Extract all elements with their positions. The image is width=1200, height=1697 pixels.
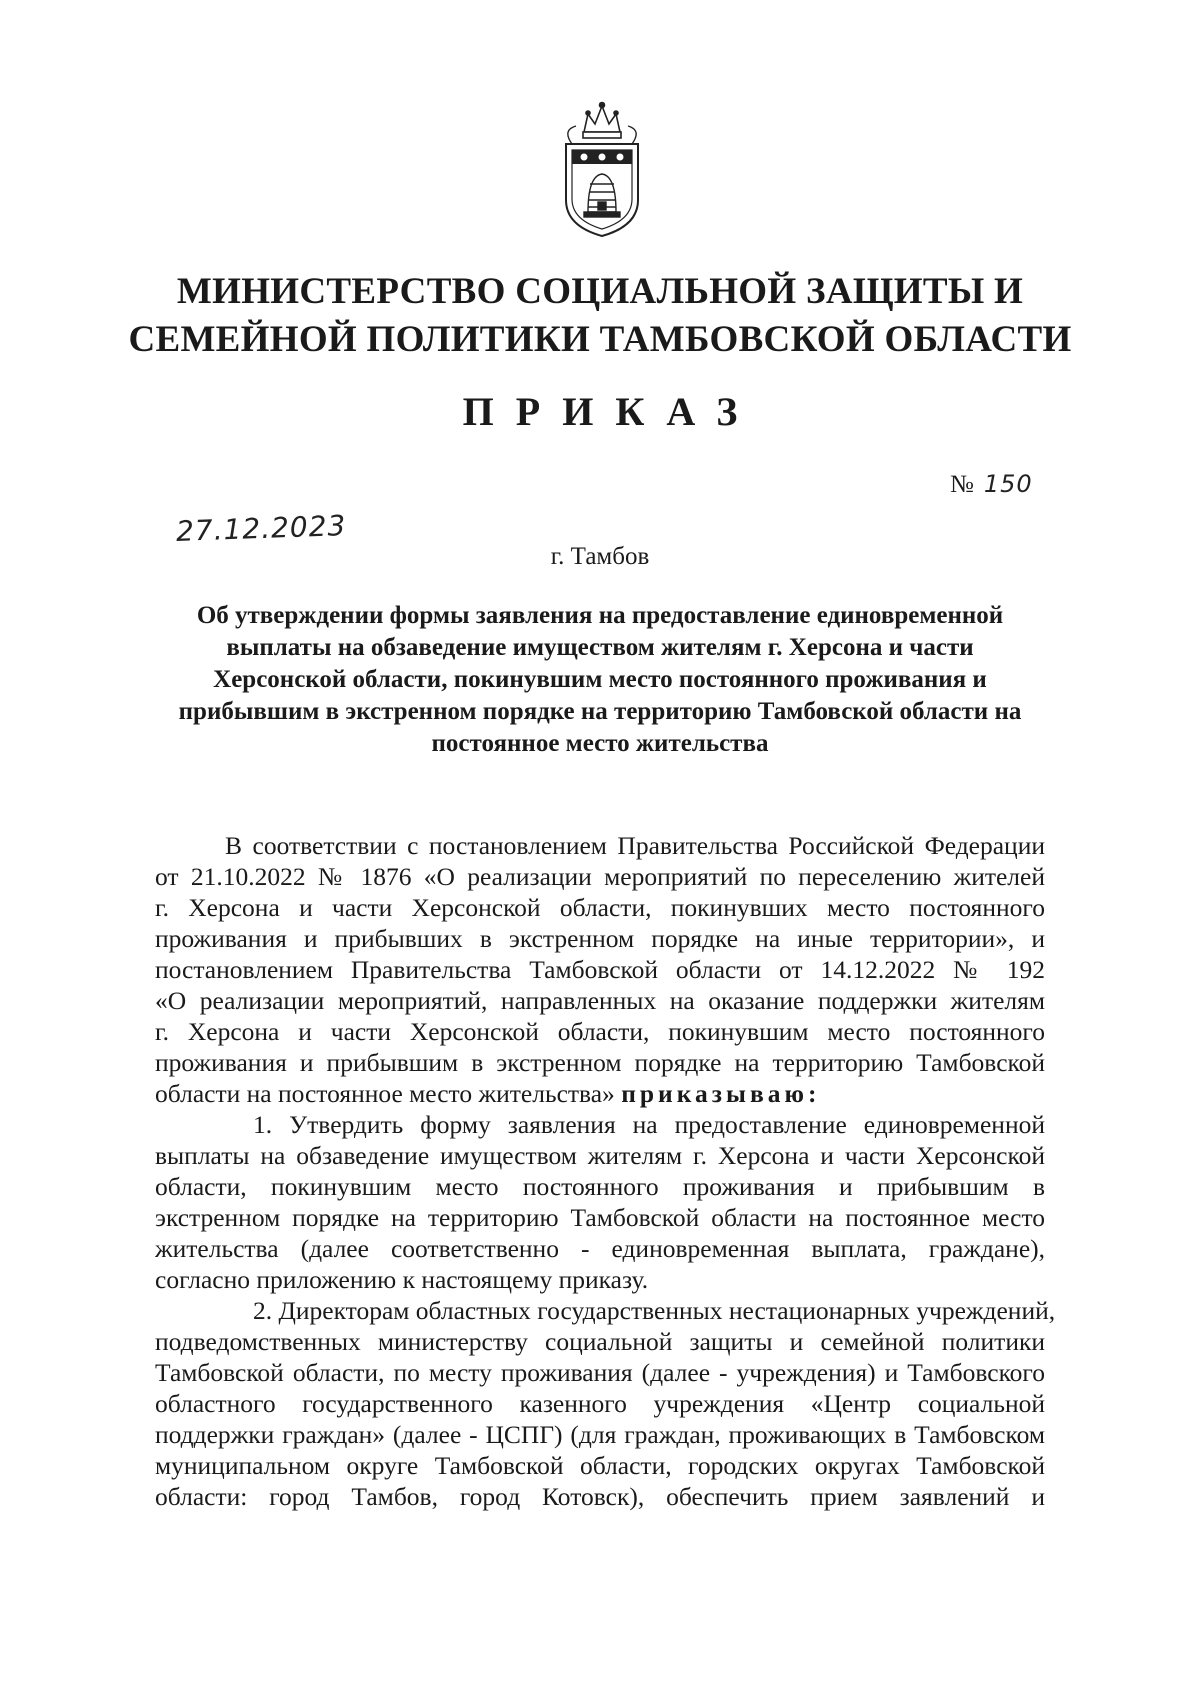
- city: г. Тамбов: [550, 543, 650, 570]
- subject-line: Херсонской области, покинувшим место постоянного проживания и: [213, 666, 987, 693]
- order-title: ПРИКАЗ: [462, 389, 760, 434]
- subject-line: Об утверждении формы заявления на предоставление единовременной: [196, 602, 1004, 629]
- body-line: В соответствии с постановлением Правительства Российской Федерации: [225, 831, 1045, 860]
- ministry-name-line: МИНИСТЕРСТВО СОЦИАЛЬНОЙ ЗАЩИТЫ И: [176, 271, 1024, 312]
- handwritten-date: 27.12.2023: [175, 509, 347, 548]
- body-line: от 21.10.2022 № 1876 «О реализации мероприятий по переселению жителей: [155, 862, 1045, 891]
- ministry-name: [0, 268, 1200, 364]
- body-line: согласно приложению к настоящему приказу.: [155, 1265, 649, 1294]
- subject-line: постоянное место жительства: [431, 730, 769, 757]
- order-subject: [150, 600, 1050, 760]
- body-line: Тамбовской области, по месту проживания (далее - учреждения) и Тамбовского: [155, 1358, 1045, 1387]
- handwritten-number: 150: [983, 470, 1033, 498]
- number-sign: №: [950, 471, 974, 498]
- order-number: [950, 470, 1033, 499]
- body-line: проживания и прибывших в экстренном порядке на иные территории», и: [155, 924, 1045, 953]
- ministry-name-line: СЕМЕЙНОЙ ПОЛИТИКИ ТАМБОВСКОЙ ОБЛАСТИ: [128, 319, 1072, 360]
- coat-of-arms-icon: [552, 100, 652, 240]
- order-word: приказываю:: [621, 1079, 821, 1108]
- body-line: подведомственных министерству социальной защиты и семейной политики: [155, 1327, 1045, 1356]
- body-line: области: город Тамбов, город Котовск), обеспечить прием заявлений и: [155, 1482, 1045, 1511]
- body-line-with-order-word: [155, 1078, 1045, 1109]
- body-line: 1. Утвердить форму заявления на предоставление единовременной: [253, 1110, 1045, 1139]
- body-line: областного государственного казенного учреждения «Центр социальной: [155, 1389, 1045, 1418]
- body-line: области, покинувшим место постоянного проживания и прибывшим в: [155, 1172, 1045, 1201]
- body-line: г. Херсона и части Херсонской области, покинувших место постоянного: [155, 893, 1045, 922]
- body-line: «О реализации мероприятий, направленных на оказание поддержки жителям: [155, 986, 1045, 1015]
- body-line: выплаты на обзаведение имуществом жителям г. Херсона и части Херсонской: [155, 1141, 1045, 1170]
- subject-line: выплаты на обзаведение имуществом жителям г. Херсона и части: [226, 634, 974, 661]
- body-line: муниципальном округе Тамбовской области, городских округах Тамбовской: [155, 1451, 1045, 1480]
- body-line: 2. Директорам областных государственных нестационарных учреждений,: [253, 1296, 1056, 1325]
- body-line: г. Херсона и части Херсонской области, покинувшим место постоянного: [155, 1017, 1045, 1046]
- subject-line: прибывшим в экстренном порядке на территорию Тамбовской области на: [178, 698, 1022, 725]
- body-line: проживания и прибывшим в экстренном порядке на территорию Тамбовской: [155, 1048, 1045, 1077]
- body-line: постановлением Правительства Тамбовской области от 14.12.2022 № 192: [155, 955, 1045, 984]
- body-line: поддержки граждан» (далее - ЦСПГ) (для граждан, проживающих в Тамбовском: [155, 1420, 1045, 1449]
- body-line: жительства (далее соответственно - единовременная выплата, граждане),: [155, 1234, 1045, 1263]
- body-line: области на постоянное место жительства»: [155, 1079, 615, 1108]
- order-body: [155, 830, 1056, 1512]
- body-line: экстренном порядке на территорию Тамбовской области на постоянное место: [155, 1203, 1045, 1232]
